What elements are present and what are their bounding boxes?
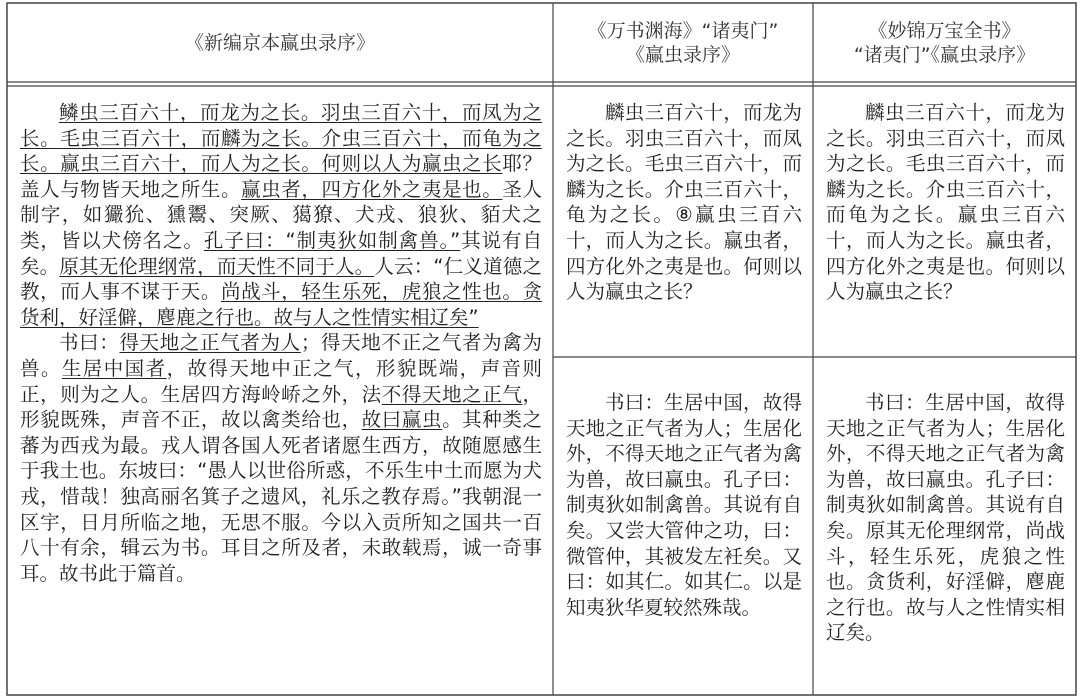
underlined-segment: 得天地之正气者为人 (119, 331, 301, 355)
underlined-segment: 何则以人为赢虫之长 (321, 152, 503, 176)
underlined-segment: 贪货利，好淫僻，麀鹿之行也。 (20, 280, 542, 329)
text-segment: ，故得天地中正之气，形貌既端，声音则正，则为之人。生居四方海岭峤之外，法 (20, 356, 542, 406)
col3-bottom-text: 书曰：生居中国，故得天地之正气者为人；生居化外，不得天地之正气者为禽为兽，故曰赢虫。孔子曰：制夷狄如制禽兽。其说有自矣。原其无伦理纲常，尚战斗，轻生乐死，虎狼之性也。贪货利，好淫僻，麀鹿之行也。故与人之性情实相辽矣。 (826, 391, 1065, 645)
col1-paragraph-2 (20, 330, 542, 586)
col1-paragraph-1 (20, 100, 542, 330)
col1-text (8, 96, 552, 694)
underlined-segment: 介虫三百六十，而龟为之长。 (20, 126, 542, 176)
col2-top-cell (554, 96, 812, 356)
text-segment: 耶？盖人与物皆天地之所生。 (20, 152, 542, 201)
underlined-segment: 毛虫三百六十，而麟为之长。 (60, 126, 322, 150)
underlined-segment: 赢虫者，四方化外之夷是也。 (241, 177, 503, 201)
underlined-segment: 孔子曰：“制夷狄如制禽兽。” (203, 228, 461, 252)
text-segment: ，形貌既殊，声音不正，故以禽类给也， (20, 382, 542, 432)
text-segment: 圣人制字，如玁狁、獯鬻、突厥、獦獠、犬戎、狼狄、貊犬之类，皆以犬傍名之。 (20, 177, 542, 252)
col3-top-cell (814, 96, 1075, 356)
col3-top-text: 麟虫三百六十，而龙为之长。羽虫三百六十，而凤为之长。毛虫三百六十，而麟为之长。介虫三百六十，而龟为之长。赢虫三百六十，而人为之长。赢虫者，四方化外之夷是也。何则以人为赢虫之长？ (826, 101, 1065, 304)
header-col3-line1: 《妙锦万宝全书》 (868, 19, 1021, 42)
header-col3 (814, 4, 1075, 81)
underlined-segment: 故与人之性情实相辽矣” (273, 305, 479, 329)
col2-bottom-text: 书曰：生居中国，故得天地之正气者为人；生居化外，不得天地之正气者为禽为兽，故曰赢虫。孔子曰：制夷狄如制禽兽。其说有自矣。又尝大管仲之功，曰：微管仲，其被发左衽矣。又曰：如其仁。如其仁。以是知夷狄华夏较然殊哉。 (566, 391, 802, 619)
header-col2 (554, 4, 812, 81)
text-segment: 书曰： (59, 331, 120, 355)
underlined-segment: 生居中国者 (61, 356, 167, 380)
header-col2-line2: 《赢虫录序》 (625, 43, 740, 66)
underlined-segment: 鳞虫三百六十，而龙为之长。羽虫三百六十，而凤为之长。 (20, 101, 542, 150)
col2-bottom-cell (554, 386, 812, 694)
text-segment: ；得天地不正之气者为禽为兽。 (20, 331, 542, 380)
underlined-segment: 故曰赢虫 (361, 408, 443, 432)
col2-top-text: 麟虫三百六十，而龙为之长。羽虫三百六十，而凤为之长。毛虫三百六十，而麟为之长。介虫三百六十，龟为之长。⑧赢虫三百六十，而人为之长。赢虫者，四方化外之夷是也。何则以人为赢虫之长？ (566, 101, 802, 304)
header-col1 (8, 4, 552, 81)
underlined-segment: 尚战斗，轻生乐死，虎狼之性也。 (220, 280, 523, 304)
header-col3-line2: “诸夷门”《赢虫录序》 (853, 43, 1036, 66)
text-segment: 人云：“仁义道德之教，而人事不谋于天。 (20, 254, 542, 304)
underlined-segment: 原其无伦理纲常，而天性不同于人。 (59, 254, 375, 278)
underlined-segment: 不得天地之正气 (381, 382, 523, 406)
text-segment: 其说有自矣。 (20, 228, 542, 278)
col3-bottom-cell (814, 386, 1075, 694)
header-col2-line1: 《万书渊海》“诸夷门” (587, 19, 779, 42)
text-segment: 。其种类之蕃为西戎为最。戎人谓各国人死者诸愿生西方，故随愿感生于我土也。东坡曰：“愚人以世俗所惑，不乐生中土而愿为犬戎，惜哉！独高丽名箕子之遗风，礼乐之教存焉。”我朝混一区宇，日月所临之地，无思不服。今以入贡所知之国共一百八十有余，辑云为书。耳目之所及者，未敢载焉，诚一奇事耳。故书此于篇首。 (20, 408, 542, 585)
underlined-segment: 赢虫三百六十，而人为之长。 (60, 152, 322, 176)
header-col1-line: 《新编京本赢虫录序》 (184, 31, 375, 54)
